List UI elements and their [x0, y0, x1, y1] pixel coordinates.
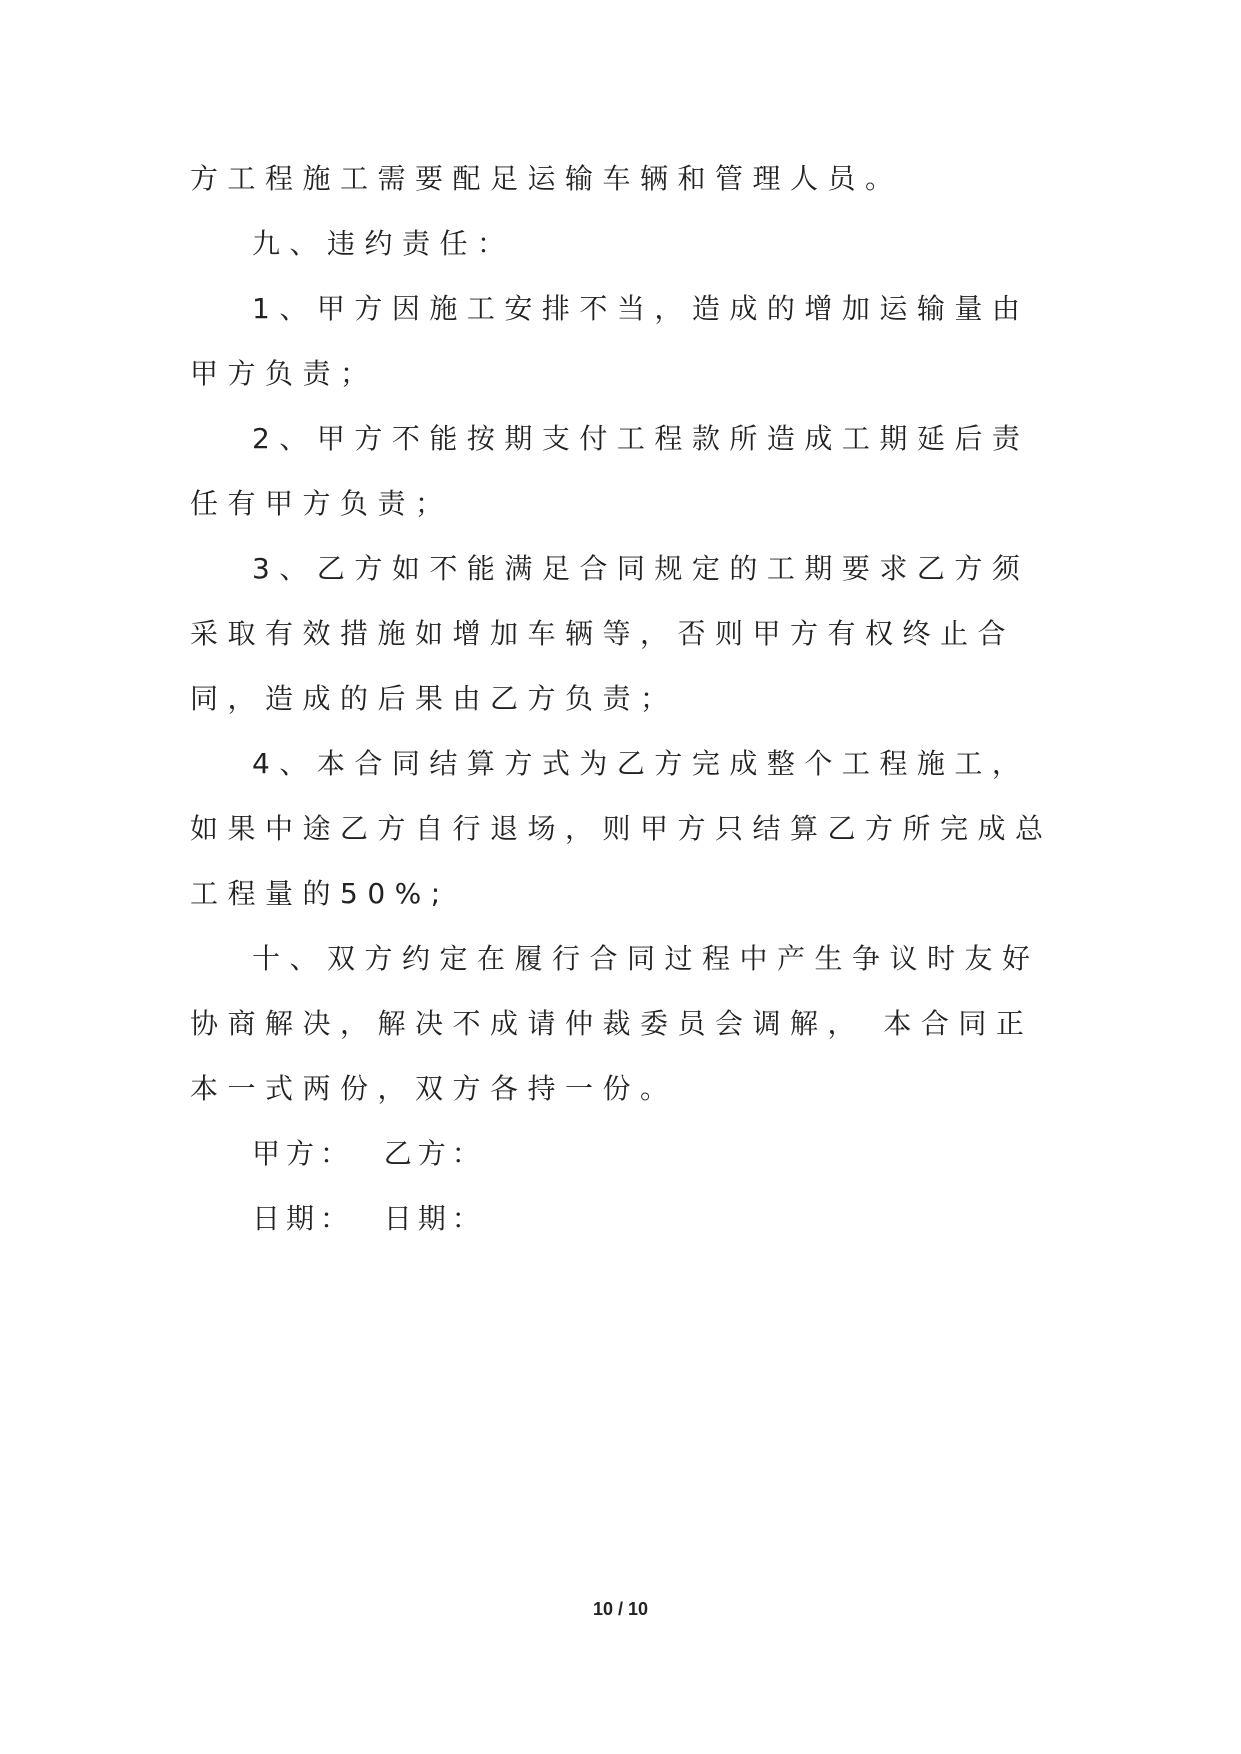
- paragraph-continuation: 方工程施工需要配足运输车辆和管理人员。: [190, 162, 903, 195]
- section-ten-dispute-resolution: 十、双方约定在履行合同过程中产生争议时友好协商解决，解决不成请仲裁委员会调解， 本合同正本一式两份，双方各持一份。: [190, 942, 1040, 1105]
- page-number: 10 / 10: [592, 1599, 649, 1619]
- clause-1: 1、甲方因施工安排不当，造成的增加运输量由甲方负责；: [190, 292, 1030, 390]
- section-heading-breach-liability: 九、违约责任：: [252, 227, 515, 260]
- clause-4: 4、本合同结算方式为乙方完成整个工程施工，如果中途乙方自行退场，则甲方只结算乙方所完成总工程量的50%;: [190, 747, 1053, 910]
- signature-parties-line: 甲方： 乙方：: [252, 1137, 486, 1170]
- clause-3: 3、乙方如不能满足合同规定的工期要求乙方须采取有效措施如增加车辆等，否则甲方有权终止合同，造成的后果由乙方负责；: [190, 552, 1030, 715]
- document-body: [190, 146, 1060, 1251]
- clause-2: 2、甲方不能按期支付工程款所造成工期延后责任有甲方负责；: [190, 422, 1030, 520]
- signature-date-line: 日期： 日期：: [252, 1202, 486, 1235]
